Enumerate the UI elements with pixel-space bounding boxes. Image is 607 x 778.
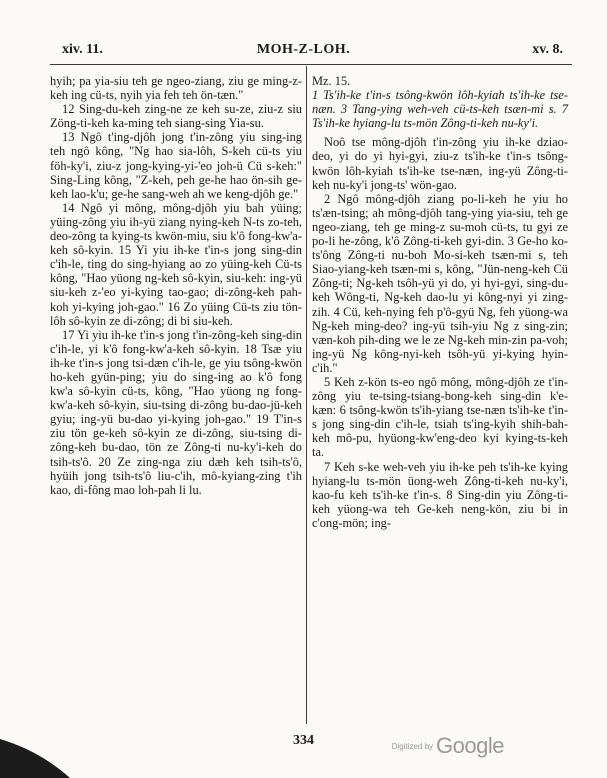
left-paragraph: 17 Yi yiu ih-ke t'in-s jong t'in-zông-keh sing-din c'ih-le, yi k'ô fong-kw'a-keh sô-kyin. 18 Tsæ yiu ih-ke t'in-s jong tsi-dæn c'ih-le, ge yiu tsông-kwön ho-keh gyün-ping; yiu do sing-ing ao k'ô fong kw'a sô-kyin cü-ts, kông, "Hao yüong ng fong-kw'a-keh sô-kyin, siu-tsing di-zông bu-dao-jü-keh gyiu; ing-yü bu-dao yi-kying joh-gao." 19 T'in-s ziu tön ge-keh sô-kyin ze di-zông, siu-tsing di-zông-keh bu-dao, tön ze Zông-ti nu-ky'i-keh do tsih-ts'ô. 20 Ze zing-nga ziu dæh keh tsih-ts'ô, hyüih jong tsih-ts'ô liu-c'ih, mô-kyiang-zing t'ih kao, di-fông mao loh-pah li lu.: [50, 327, 302, 497]
left-paragraph: 13 Ngô t'ing-djôh jong t'in-zông yiu sing-ing teh ngô kông, "Ng hao sia-lôh, S-keh cü-ts yiu föh-ky'i, ziu-z jong-kying-yi-'eo joh-ü Cü s-keh:" Sing-Ling kông, "Z-keh, peh ge-he hao ön-sih ge-keh lao-k'u; ge-he sang-weh ah we keng-djôh ge.": [50, 130, 302, 201]
watermark-digitized-label: Digitized by: [391, 741, 434, 751]
chapter-argument: 1 Ts'ih-ke t'in-s tsông-kwön lôh-kyiah ts'ih-ke tse-næn. 3 Tang-ying weh-veh cü-ts-keh tsæn-mi s. 7 Ts'ih-ke hyiang-lu ts-mön Zông-ti-keh nu-ky'i.: [312, 88, 568, 131]
right-paragraph: Noô tse mông-djôh t'in-zông yiu ih-ke dziao-deo, yi do yi hyi-gyi, ziu-z ts'ih-ke t'in-s tsông-kwön lôh-kyiah ts'ih-ke tse-næn, ing-yü Zông-ti-keh nu-ky'i jong-ts' wön-gao.: [312, 135, 568, 192]
left-paragraph: hyih; pa yia-siu teh ge ngeo-ziang, ziu ge ming-z-keh ing cü-ts, nyih yia feh teh ön-tæn.": [50, 74, 302, 103]
running-header: [0, 42, 607, 62]
header-title: MOH-Z-LOH.: [256, 42, 351, 57]
left-column: [50, 74, 302, 497]
right-paragraph: 5 Keh z-kön ts-eo ngô mông, mông-djôh ze t'in-zông yiu te-tsing-tsiang-bong-keh sing-din k'e-kæn: 6 tsông-kwön ts'ih-yiang tse-næn ts'ih-ke t'in-s jong sing-din c'ih-le, tsiah ts'ing-kyih shih-bah-keh mô-pu, hyüong-kw'eng-deo kyi kying-ts-keh ta.: [312, 374, 568, 460]
watermark-google-label: Google: [436, 733, 504, 758]
header-rule: [50, 64, 572, 65]
google-watermark: [392, 733, 504, 759]
header-right-reference: xv. 8.: [532, 42, 563, 57]
page-number: 334: [293, 733, 314, 748]
left-paragraph: 14 Ngô yi mông, mông-djôh yiu bah yüing; yüing-zông yiu ih-yü ziang nying-keh N-ts zo-teh, deo-zông ta kying-ts kwön-miu, siu k'ô fong-kw'a-keh sô-kyin. 15 Yi yiu ih-ke t'in-s jong sing-din c'ih-le, ting do sing-hyiang ao zo yüing-keh Cü-ts kông, "Hao yüong ng-keh sô-kyin, siu-keh: ing-yü siu-keh z-'eo yi-kying tao-gao; di-zông-keh pah-koh yi-kying joh-gao." 16 Zo yüing Cü-ts ziu tön-lôh sô-kyin ze di-zông; di bi siu-keh.: [50, 200, 302, 328]
chapter-heading: Mz. 15.: [312, 74, 351, 88]
header-left-reference: xiv. 11.: [62, 42, 103, 57]
right-paragraph: 2 Ngô mông-djôh ziang po-li-keh he yiu ho ts'æn-tsing; ah mông-djôh tang-ying yia-siu, teh ge ngeo-ziang, teh ge ming-z su-moh cü-ts, tu gyi ze po-li he-zông, k'ô Zông-ti-keh gyi-din. 3 Ge-ho ko-ts'ông Zông-ti nu-boh Mo-si-keh tsæn-mi s, teh Siao-yiang-keh tsæn-mi s, kông, "Jün-neng-keh Cü Zông-ti; Ng-keh tsôh-yü yi do, yi hyi-gyi, sing-du-keh Wông-ti, Ng-keh dao-lu yi kông-nyi yi zing-zih. 4 Cü, keh-nying feh p'ô-gyü Ng, feh yüong-wa Ng-keh ming-deo? ing-yü tsih-yiu Ng z sing-zin; væn-koh pih-ding we le ze Ng-keh min-zin pa-voh; ing-yü Ng kông-nyi-keh tsôh-yü yi-kying hyin-c'ih.": [312, 191, 568, 375]
page-corner-shadow: [0, 733, 70, 778]
column-divider: [306, 66, 307, 724]
right-paragraph: 7 Keh s-ke weh-veh yiu ih-ke peh ts'ih-ke kying hyiang-lu ts-mön üong-weh Zông-ti-keh nu-ky'i, kao-fu keh ts'ih-ke t'in-s. 8 Sing-din yiu Zông-ti-keh yüong-wa teh Ge-keh neng-kön, ziu bi in c'ong-mön; ing-: [312, 459, 568, 530]
right-column: [312, 74, 568, 530]
left-paragraph: 12 Sing-du-keh zing-ne ze keh su-ze, ziu-z siu Zöng-ti-keh ka-ming teh siang-sing Yia-su.: [50, 102, 302, 131]
